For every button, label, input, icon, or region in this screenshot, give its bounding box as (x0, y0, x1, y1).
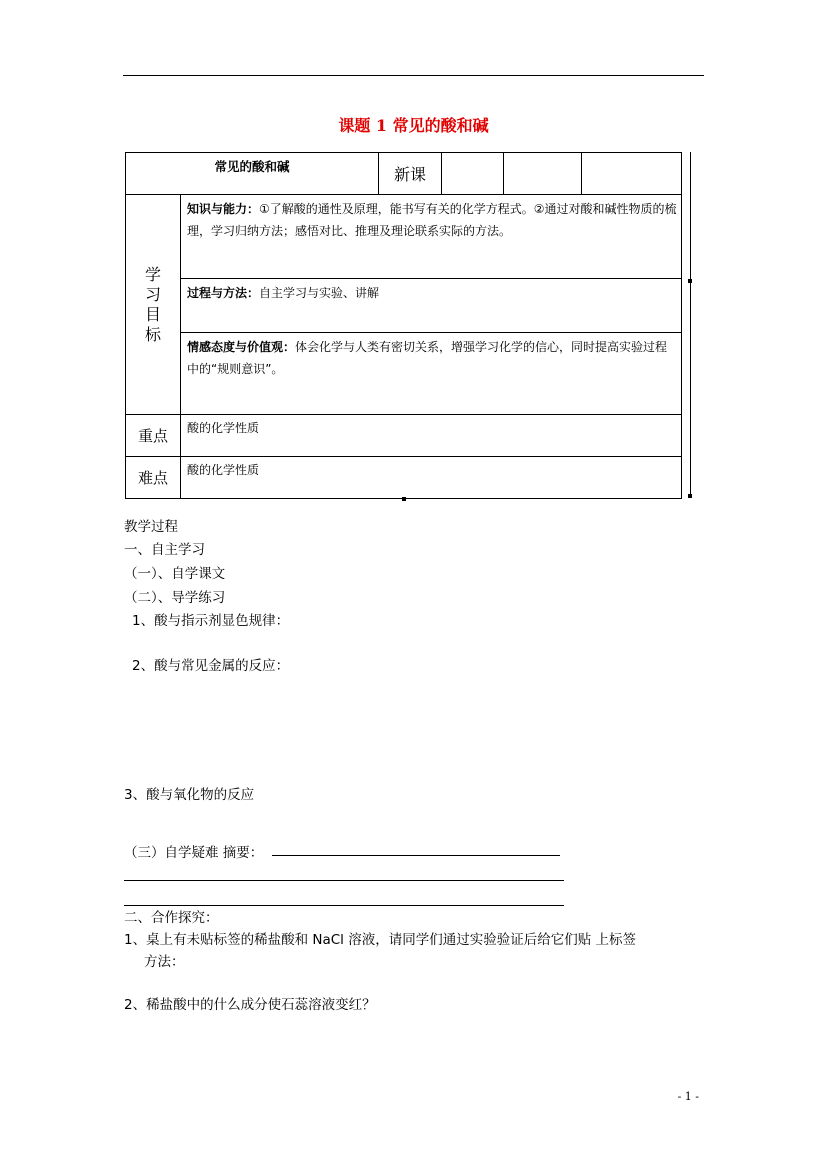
task-litmus: 2、稀盐酸中的什么成分使石蕊溶液变红？ (124, 997, 376, 1013)
subsection-read-text: （一）、自学课文 (124, 566, 226, 582)
difficult-point-row (126, 457, 682, 499)
goals-label-char: 学 (144, 264, 161, 284)
section-self-study: 一、自主学习 (124, 542, 205, 558)
goal-row-attitude (126, 333, 682, 415)
empty-cell (582, 153, 682, 195)
key-point-text: 酸的化学性质 (181, 415, 682, 457)
goals-label-char: 习 (144, 284, 161, 304)
goal-process (181, 279, 682, 333)
goal-knowledge-text: ①了解酸的通性及原理，能书写有关的化学方程式。②通过对酸和碱性物质的梳理，学习归纳方法；感悟对比、推理及理论联系实际的方法。 (187, 202, 677, 238)
topic-cell: 常见的酸和碱 (126, 153, 379, 195)
goal-attitude-label: 情感态度与价值观： (187, 340, 296, 354)
difficult-point-label: 难点 (126, 457, 181, 499)
goal-knowledge-label: 知识与能力： (187, 202, 260, 216)
page-number: - 1 - (677, 1090, 699, 1103)
goal-process-label: 过程与方法： (187, 286, 260, 300)
page-title: 课题 1 常见的酸和碱 (338, 116, 489, 135)
goals-label-char: 标 (144, 324, 161, 344)
question-oxide: 3、酸与氧化物的反应 (124, 787, 255, 803)
key-point-label: 重点 (126, 415, 181, 457)
table-header-row (126, 153, 682, 195)
subsection-exercise: （二）、导学练习 (124, 590, 226, 606)
goal-attitude-text: 体会化学与人类有密切关系，增强学习化学的信心，同时提高实验过程中的“规则意识”。 (187, 340, 668, 376)
header-rule (123, 75, 704, 76)
subsection-difficulty: （三）自学疑难 摘要： (124, 845, 264, 861)
lesson-type-cell: 新课 (379, 153, 442, 195)
answer-line (272, 855, 560, 856)
key-point-row (126, 415, 682, 457)
table-marker (688, 279, 692, 283)
goal-row-knowledge (126, 195, 682, 279)
empty-cell (504, 153, 582, 195)
question-metal: 2、酸与常见金属的反应： (132, 658, 290, 674)
empty-cell (442, 153, 504, 195)
table-marker (402, 497, 406, 501)
question-indicator: 1、酸与指示剂显色规律： (132, 613, 290, 629)
task-method: 方法： (144, 954, 185, 970)
goal-attitude (181, 333, 682, 415)
answer-line (124, 880, 564, 881)
goal-row-process (126, 279, 682, 333)
table-marker (688, 494, 692, 498)
section-cooperate: 二、合作探究： (124, 910, 219, 926)
difficult-point-text: 酸的化学性质 (181, 457, 682, 499)
table-side-rule (690, 152, 691, 497)
lesson-plan-table (125, 152, 682, 499)
goals-label (126, 195, 181, 415)
goals-label-char: 目 (144, 304, 161, 324)
goal-process-text: 自主学习与实验、讲解 (259, 286, 380, 300)
task-label-solutions: 1、桌上有未贴标签的稀盐酸和 NaCl 溶液，请同学们通过实验验证后给它们贴 上标签 (124, 932, 637, 948)
process-heading: 教学过程 (124, 519, 178, 535)
goal-knowledge (181, 195, 682, 279)
